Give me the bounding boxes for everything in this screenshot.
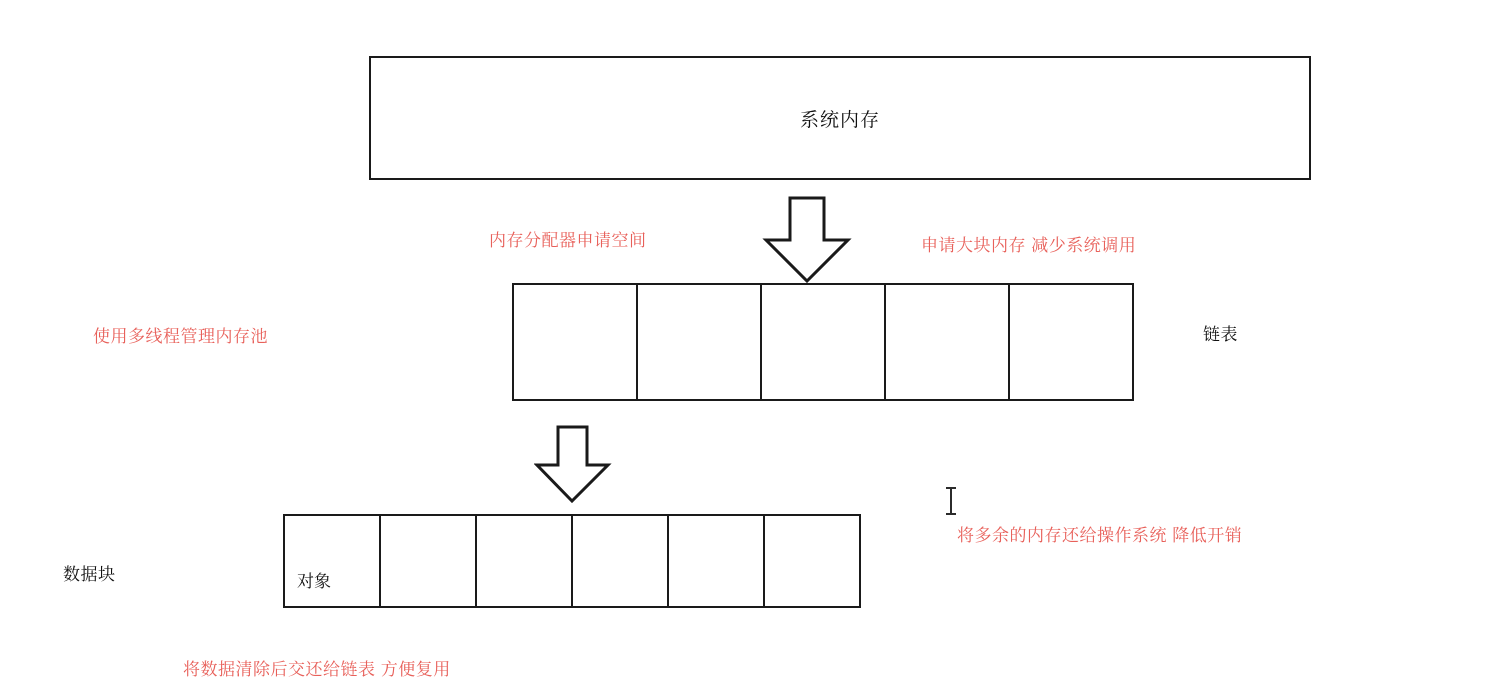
system-memory-box	[369, 56, 1311, 180]
linked-list-cell-label	[1010, 385, 1022, 399]
linked-list-cell	[884, 283, 1010, 401]
linked-list-cell-label	[886, 385, 898, 399]
system-memory-label: 系统内存	[799, 109, 880, 131]
data-block-cell-label	[381, 592, 393, 606]
data-block-cell	[379, 514, 477, 608]
data-block-label: 数据块	[63, 565, 116, 584]
data-block-row	[283, 514, 861, 608]
note-multithread-pool: 使用多线程管理内存池	[93, 327, 268, 346]
linked-list-cell	[1008, 283, 1134, 401]
arrow-down-icon-bottom	[534, 425, 612, 508]
linked-list-cell	[512, 283, 638, 401]
data-block-cell	[763, 514, 861, 608]
note-allocator-request: 内存分配器申请空间	[489, 231, 647, 250]
linked-list-cell-label	[514, 385, 526, 399]
linked-list-row	[512, 283, 1134, 401]
note-return-memory: 将多余的内存还给操作系统 降低开销	[957, 526, 1243, 545]
linked-list-cell-label	[762, 385, 774, 399]
data-block-cell-label	[669, 592, 681, 606]
linked-list-cell	[760, 283, 886, 401]
linked-list-cell	[636, 283, 762, 401]
arrow-down-icon-top	[762, 196, 852, 289]
data-block-cell	[667, 514, 765, 608]
data-block-cell-label: 对象	[297, 572, 331, 591]
data-block-cell-label	[573, 592, 585, 606]
data-block-cell-label	[765, 592, 777, 606]
data-block-cell	[283, 514, 381, 608]
note-reuse-block: 将数据清除后交还给链表 方便复用	[183, 660, 451, 679]
note-large-block: 申请大块内存 减少系统调用	[921, 236, 1137, 255]
data-block-cell	[571, 514, 669, 608]
linked-list-label: 链表	[1203, 325, 1238, 344]
text-cursor-ibeam	[946, 487, 956, 515]
linked-list-cell-label	[638, 385, 650, 399]
data-block-cell	[475, 514, 573, 608]
data-block-cell-label	[477, 592, 489, 606]
